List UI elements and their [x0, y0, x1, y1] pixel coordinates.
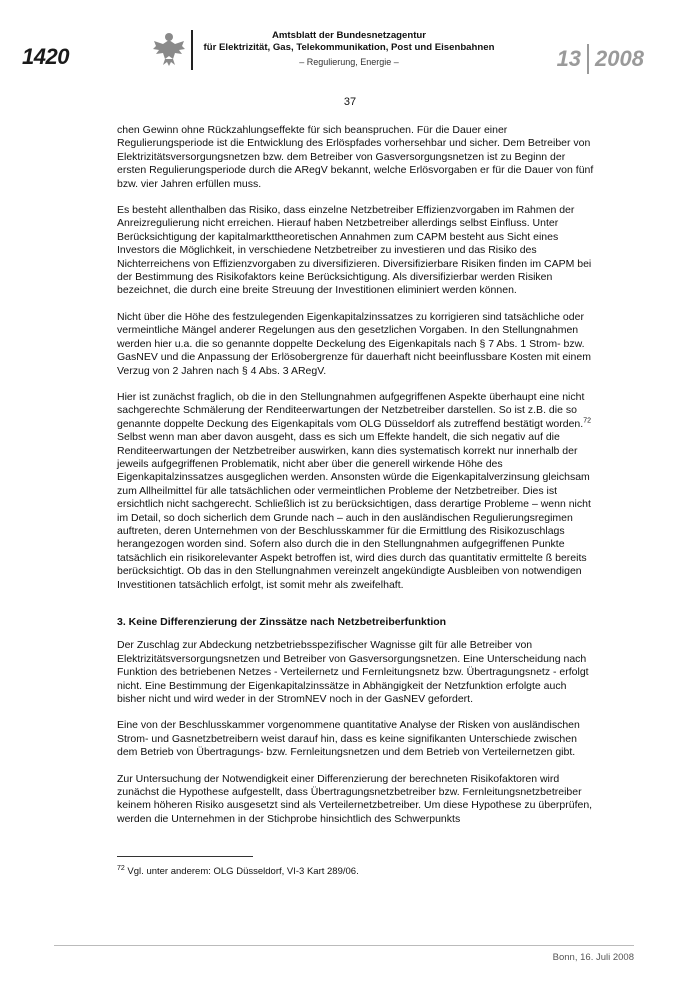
- issue-number: 13: [556, 46, 582, 71]
- header-title: [199, 30, 499, 54]
- document-body: [117, 124, 597, 839]
- paragraph: Nicht über die Höhe des festzulegenden Eigenkapitalzinssatzes zu korrigieren sind tatsächliche oder vermeintliche Mängel anderer Regelungen aus den gesetzlichen Vorgaben. In den Stellungnahmen werden hier u.a. die so genannte doppelte Deckelung des Eigenkapitals nach § 7 Abs. 1 Strom- bzw. GasNEV und die Anpassung der Erlösobergrenze für dauerhaft nicht beeinflussbare Kosten mit einem Verzug von 2 Jahren nach § 4 Abs. 3 ARegV.: [117, 310, 591, 377]
- issue-year: 2008: [595, 46, 644, 71]
- header-divider: [191, 30, 193, 70]
- footnote-divider: [117, 856, 253, 857]
- header-title-line1: Amtsblatt der Bundesnetzagentur: [271, 30, 427, 41]
- footer-date: Bonn, 16. Juli 2008: [552, 952, 634, 963]
- paragraph: Eine von der Beschlusskammer vorgenommene quantitative Analyse der Risken von ausländischen Strom- und Gasnetzbetreibern weist darauf hin, dass es keine signifikanten Unterschiede zwischen dem Betrieb von Übertragungs- bzw. Fernleitungsnetzen und dem Betrieb von Verteilernetzen gibt.: [117, 719, 580, 759]
- header-subtitle: – Regulierung, Energie –: [299, 57, 399, 67]
- paragraph-text: Selbst wenn man aber davon ausgeht, dass es sich um Effekte handelt, die sich negativ auf die Renditeerwartungen der Netzbetreiber auswirken, kann dies systematisch korrekt nur innerhalb der jeweils aufgegriffenen Problematik, nicht aber über die generell wirkende Höhe des Eigenkapitalzinssatzes ausgeglichen werden. Ansonsten würde die Eigenkapitalverzinsung gleichsam zum Allheilmittel für alle tatsächlichen oder vermeintlichen Probleme der Netzbetreiber. Dies ist ersichtlich nicht sachgerecht. Schließlich ist zu berücksichtigen, dass derartige Probleme – wenn nicht im Detail, so doch sicherlich dem Grunde nach – auch in den ausländischen Regulierungsregimen auftreten, deren Unternehmen von der Beschlusskammer für die Ermittlung des Risikozuschlags herangezogen worden sind. Sofern also durch die in den Stellungnahmen aufgegriffenen Punkte tatsächlich ein risikorelevanter Aspekt betroffen ist, wird dies durch das quantitativ ermittelte ß bereits berücksichtigt. Ob das in den Stellungnahmen vereinzelt angekündigte Ausbleiben von notwendigen Investitionen tatsächlich erfolgt, ist somit mehr als zweifelhaft.: [117, 431, 591, 591]
- paragraph: Es besteht allenthalben das Risiko, dass einzelne Netzbetreiber Effizienzvorgaben im Rahmen der Anreizregulierung nicht erreichen. Hierauf haben Netzbetreiber allerdings selbst Einfluss. Unter Berücksichtigung der kapitalmarkttheoretischen Annahmen zum CAPM besteht aus Sicht eines Investors die Möglichkeit, in verschiedene Netzbetreiber zu investieren und das Risiko des Nichterreichens von Effizienzvorgaben zu diversifizieren. Diversifizierbare Risiken finden im CAPM bei der Bestimmung des Risikofaktors keine Berücksichtigung. Als diversifizierbar werden Risiken bezeichnet, die durch eine breite Streuung der Investitionen eliminiert werden können.: [117, 204, 592, 297]
- footnote-text: Vgl. unter anderem: OLG Düsseldorf, VI-3 Kart 289/06.: [124, 866, 359, 877]
- page-label: 37: [343, 96, 357, 108]
- paragraph-text: Hier ist zunächst fraglich, ob die in den Stellungnahmen aufgegriffenen Aspekte überhaupt eine nicht sachgerechte Schmälerung der Renditeerwartungen der Netzbetreiber darstellen. So ist z.B. die so genannte doppelte Deckung des Eigenkapitals vom OLG Düsseldorf als zutreffend bestätigt worden.: [117, 390, 585, 430]
- paragraph: chen Gewinn ohne Rückzahlungseffekte für sich beanspruchen. Für die Dauer einer Regulierungsperiode ist die Entwicklung des Erlöspfades vorhersehbar und sicher. Dem Betreiber von Elektrizitätsversorgungsnetzen bzw. dem Betreiber von Gasversorgungsnetzen ist zu Beginn der ersten Regulierungsperiode durch die ARegV bekannt, welche Erlösvorgaben er für die Dauer von fünf bzw. vier Jahren erfüllen muss.: [117, 124, 594, 190]
- paragraph: Zur Untersuchung der Notwendigkeit einer Differenzierung der berechneten Risikofaktoren wird zunächst die Hypothese aufgestellt, dass Übertragungsnetzbetreiber bzw. Fernleitungsnetzbetreiber keinem höheren Risiko ausgesetzt sind als Verteilernetzbetreiber. Um diese Hypothese zu überprüfen, werden die Unternehmen in der Stichprobe hinsichtlich des Schwerpunkts: [117, 772, 593, 825]
- footnote-number: 72: [117, 864, 125, 872]
- header-title-line2: für Elektrizität, Gas, Telekommunikation, Post und Eisenbahnen: [203, 42, 495, 53]
- paragraph: Der Zuschlag zur Abdeckung netzbetriebsspezifischer Wagnisse gilt für alle Betreiber von Elektrizitätsversorgungsnetzen und Betreiber von Gasversorgungsnetzen. Eine Unterscheidung nach Funktion des betriebenen Netzes - Verteilernetz und Fernleitungsnetz bzw. Übertragungsnetz - erfolgt nicht. Eine Bestimmung der Eigenkapitalzinssätze in Abhängigkeit der Netzfunktion erfolgte auch bisher nicht und wird weder in der StromNEV noch in der GasNEV gefordert.: [117, 639, 589, 706]
- federal-eagle-icon: [150, 30, 188, 68]
- issue-separator: [587, 44, 589, 74]
- footer-divider: [54, 945, 634, 946]
- paragraph-with-footnote: [117, 391, 597, 592]
- footnote-reference[interactable]: 72: [583, 417, 591, 425]
- footnote: [117, 866, 597, 877]
- section-heading: 3. Keine Differenzierung der Zinssätze nach Netzbetreiberfunktion: [117, 616, 447, 628]
- issue-badge: [557, 44, 644, 74]
- page-number-left: 1420: [22, 44, 69, 69]
